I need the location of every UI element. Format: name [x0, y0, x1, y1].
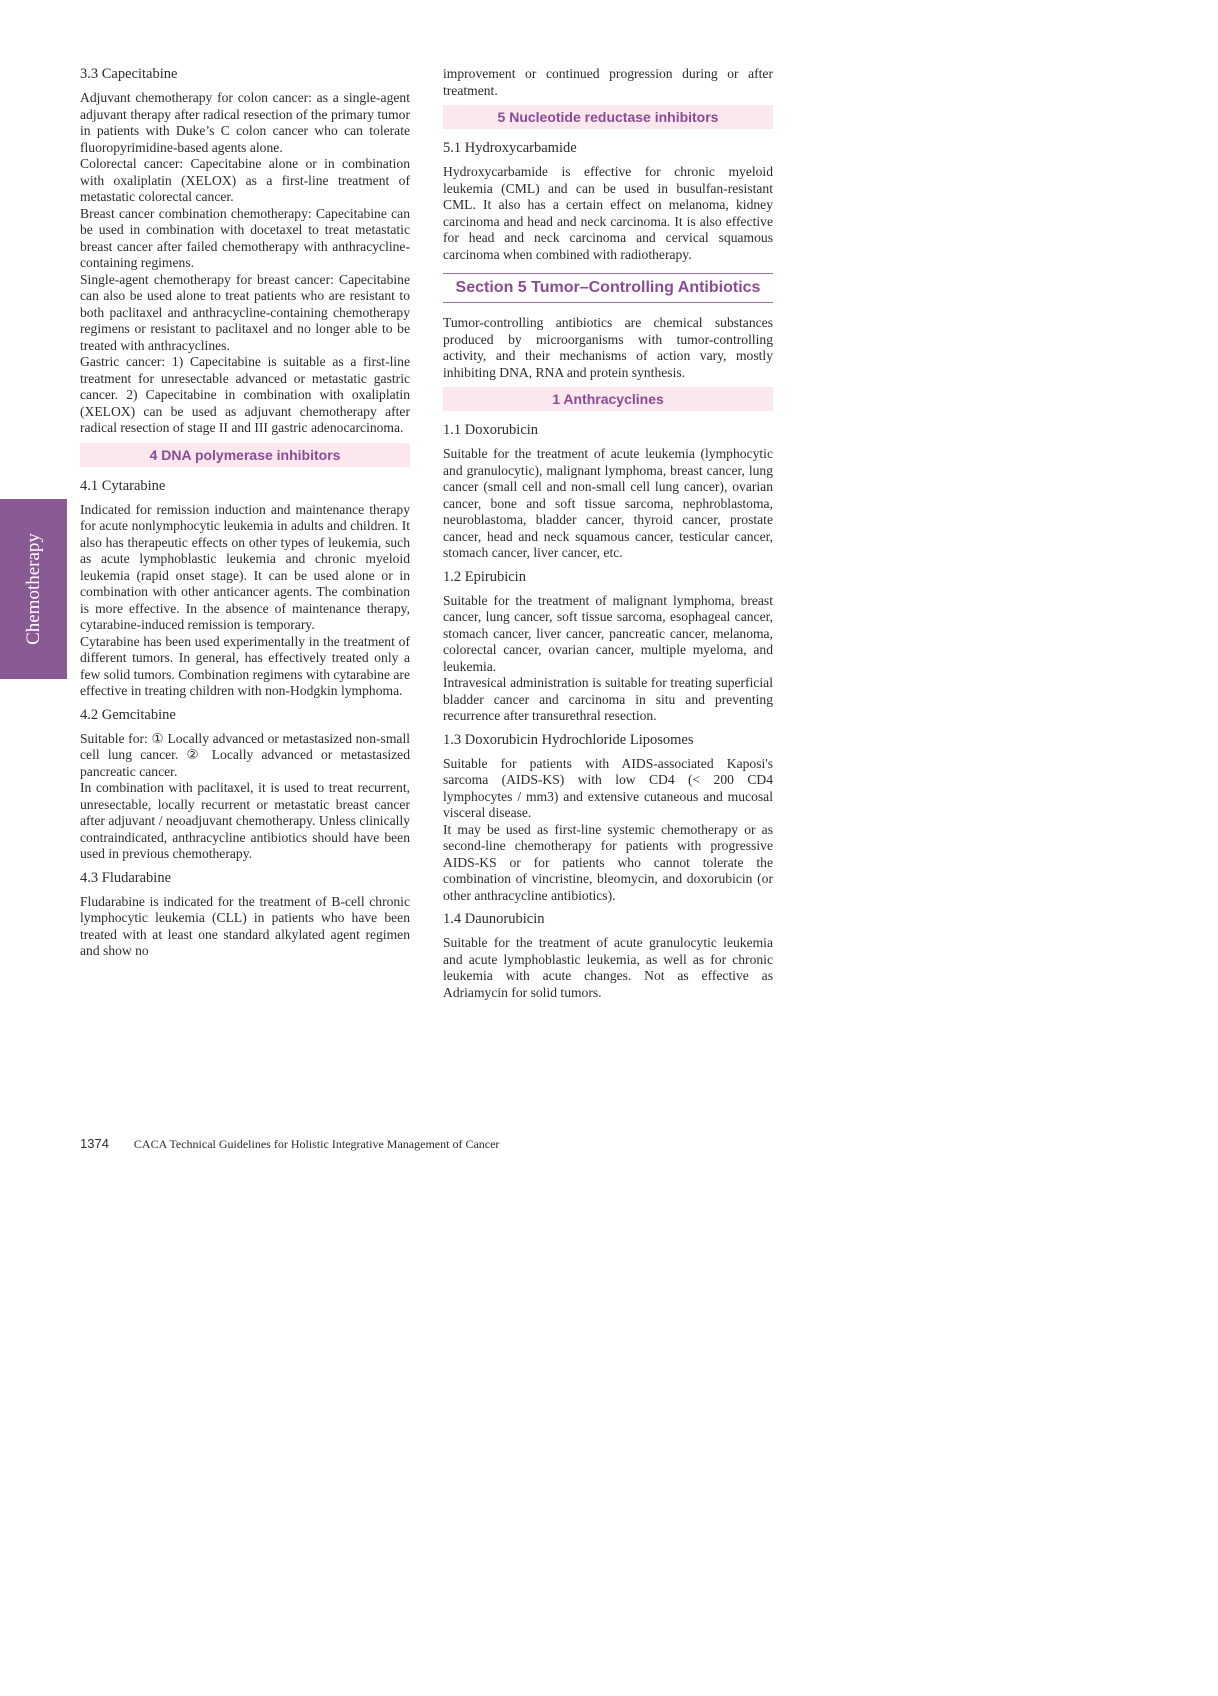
section-title-tumor-controlling-antibiotics: Section 5 Tumor–Controlling Antibiotics	[443, 273, 773, 303]
section-header-dna-polymerase-inhibitors: 4 DNA polymerase inhibitors	[80, 443, 410, 467]
paragraph: Breast cancer combination chemotherapy: Capecitabine can be used in combination with docetaxel to treat metastatic breast cancer after failed chemotherapy with anthracycline-containing regimens.	[80, 205, 410, 270]
heading-1-1-doxorubicin: 1.1 Doxorubicin	[443, 422, 539, 438]
paragraph: Fludarabine is indicated for the treatment of B-cell chronic lymphocytic leukemia (CLL) in patients who have been treated with at least one standard alkylated agent regimen and show no	[80, 893, 410, 958]
paragraph: Indicated for remission induction and maintenance therapy for acute nonlymphocytic leukemia in adults and children. It also has therapeutic effects on other types of leukemia, such as acute lymphoblastic leukemia and chronic myeloid leukemia (rapid onset stage). It can be used alone or in combination with other anticancer agents. The combination is more effective. In the absence of maintenance therapy, cytarabine-induced remission is temporary.	[80, 501, 410, 632]
section-header-anthracyclines: 1 Anthracyclines	[443, 387, 773, 411]
paragraph: Suitable for the treatment of acute granulocytic leukemia and acute lymphoblastic leukemia, as well as for chronic leukemia with acute changes. Not as effective as Adriamycin for solid tumors.	[443, 935, 773, 1000]
heading-4-1-cytarabine: 4.1 Cytarabine	[80, 477, 166, 494]
heading-4-2-gemcitabine: 4.2 Gemcitabine	[80, 706, 176, 723]
paragraph-continuation: improvement or continued progression during or after treatment.	[443, 66, 773, 98]
paragraph: In combination with paclitaxel, it is used to treat recurrent, unresectable, locally recurrent or metastatic breast cancer after adjuvant / neoadjuvant chemotherapy. Unless clinically contraindicated, anthracycline antibiotics should have been used in previous chemotherapy.	[80, 780, 410, 861]
paragraph: Suitable for patients with AIDS-associated Kaposi's sarcoma (AIDS-KS) with low CD4 (< 200 CD4 lymphocytes / mm3) and extensive cutaneous and mucosal visceral disease.	[443, 755, 773, 820]
paragraph: Adjuvant chemotherapy for colon cancer: as a single-agent adjuvant therapy after radical resection of the primary tumor in patients with Duke’s C colon cancer who can tolerate fluoropyrimidine-based agents alone.	[80, 90, 410, 155]
page-number: 1374	[80, 1136, 109, 1151]
heading-5-1-hydroxycarbamide: 5.1 Hydroxycarbamide	[443, 140, 577, 156]
paragraph: Suitable for the treatment of malignant lymphoma, breast cancer, lung cancer, soft tissue sarcoma, esophageal cancer, stomach cancer, liver cancer, pancreatic cancer, melanoma, colorectal cancer, ovarian cancer, multiple myeloma, and leukemia.	[443, 592, 773, 674]
paragraph: Gastric cancer: 1) Capecitabine is suitable as a first-line treatment for unresectable advanced or metastatic gastric cancer. 2) Capecitabine in combination with oxaliplatin (XELOX) can be used as adjuvant chemotherapy after radical resection of stage II and III gastric adenocarcinoma.	[80, 354, 410, 435]
paragraph: Suitable for: ① Locally advanced or metastasized non-small cell lung cancer. ② Locally advanced or metastasized pancreatic cancer.	[80, 730, 410, 779]
heading-1-4-daunorubicin: 1.4 Daunorubicin	[443, 911, 545, 927]
paragraph: Suitable for the treatment of acute leukemia (lymphocytic and granulocytic), malignant lymphoma, breast cancer, lung cancer (small cell and non-small cell lung cancer), ovarian cancer, bone and soft tissue sarcoma, nephroblastoma, neuroblastoma, bladder cancer, thyroid cancer, prostate cancer, head and neck squamous cancer, testicular cancer, stomach cancer, liver cancer, etc.	[443, 446, 773, 560]
heading-3-3-capecitabine: 3.3 Capecitabine	[80, 66, 178, 82]
paragraph: Cytarabine has been used experimentally in the treatment of different tumors. In general, has effectively treated only a few solid tumors. Combination regimens with cytarabine are effective in treating children with non-Hodgkin lymphoma.	[80, 633, 410, 698]
right-column	[443, 66, 773, 1001]
heading-1-2-epirubicin: 1.2 Epirubicin	[443, 568, 526, 585]
paragraph: It may be used as first-line systemic chemotherapy or as second-line chemotherapy for patients with progressive AIDS-KS or for patients who cannot tolerate the combination of vincristine, bleomycin, and doxorubicin (or other anthracycline antibiotics).	[443, 821, 773, 903]
paragraph: Tumor-controlling antibiotics are chemical substances produced by microorganisms with tumor-controlling activity, and their mechanisms of action vary, mostly inhibiting DNA, RNA and protein synthesis.	[443, 315, 773, 380]
running-title: CACA Technical Guidelines for Holistic Integrative Management of Cancer	[133, 1137, 500, 1151]
paragraph: Hydroxycarbamide is effective for chronic myeloid leukemia (CML) and can be used in busulfan-resistant CML. It also has a certain effect on melanoma, kidney carcinoma and head and neck carcinoma. It is also effective for head and neck carcinoma and cervical squamous carcinoma when combined with radiotherapy.	[443, 164, 773, 262]
page-footer	[80, 1136, 499, 1152]
chapter-side-tab	[0, 499, 67, 679]
paragraph: Intravesical administration is suitable for treating superficial bladder cancer and carcinoma in situ and preventing recurrence after transurethral resection.	[443, 675, 773, 723]
chapter-side-tab-label: Chemotherapy	[22, 533, 44, 645]
paragraph: Colorectal cancer: Capecitabine alone or in combination with oxaliplatin (XELOX) as a first-line treatment of metastatic colorectal cancer.	[80, 156, 410, 204]
left-column	[80, 66, 410, 960]
paragraph: Single-agent chemotherapy for breast cancer: Capecitabine can also be used alone to treat patients who are resistant to both paclitaxel and anthracycline-containing chemotherapy regimens or resistant to paclitaxel and no longer able to be treated with anthracyclines.	[80, 271, 410, 353]
heading-4-3-fludarabine: 4.3 Fludarabine	[80, 869, 172, 886]
heading-1-3-doxorubicin-liposomes: 1.3 Doxorubicin Hydrochloride Liposomes	[443, 731, 694, 748]
section-header-nucleotide-reductase-inhibitors: 5 Nucleotide reductase inhibitors	[443, 105, 773, 129]
